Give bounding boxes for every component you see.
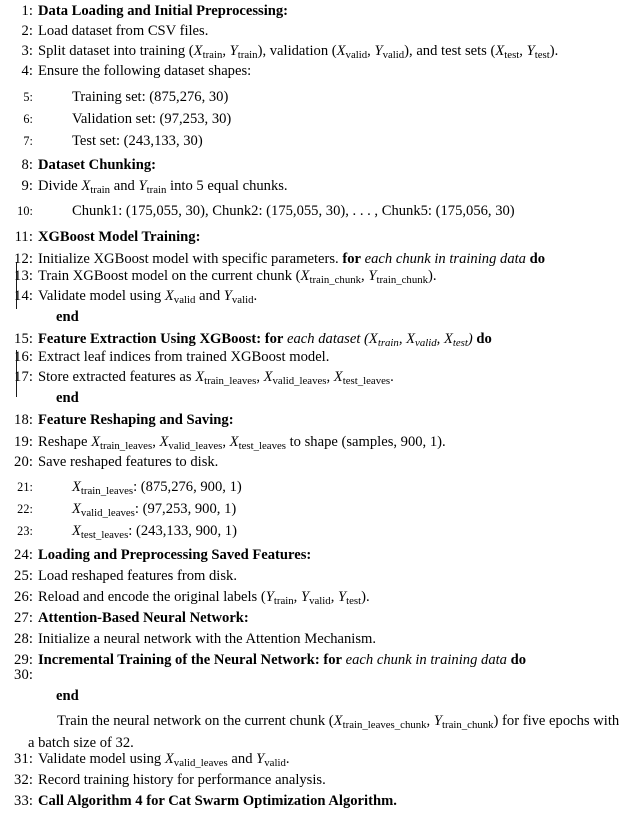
alg-line-continuation (0, 712, 628, 753)
var-y-valid: $Y_{valid}$ (374, 43, 405, 61)
alg-line-7 (0, 132, 628, 151)
line-text-17 (38, 368, 626, 390)
var-y-train-chunk: $Y_{train\_chunk}$ (368, 268, 429, 286)
var-x-test-leaves: $X_{test\_leaves}$ (72, 523, 129, 541)
l26-frag-c: ). (361, 589, 370, 605)
l3-frag-a: Split dataset into training ( (38, 43, 194, 59)
line-number-6: 6: (23, 112, 33, 126)
line-text-21 (72, 478, 626, 500)
line-text-16: Extract leaf indices from trained XGBoost model. (38, 349, 330, 365)
var-y-train: $Y_{train}$ (265, 589, 294, 607)
line-number-4: 4: (21, 63, 33, 79)
line-number-8: 8: (21, 157, 33, 173)
line-number-14: 14: (14, 288, 33, 304)
l26-frag-a: Reload and encode the original labels ( (38, 589, 266, 605)
line-text-3 (38, 42, 626, 64)
line-text-2: Load dataset from CSV files. (38, 23, 209, 39)
var-y-train: $Y_{train}$ (229, 43, 258, 61)
alg-line-21 (0, 478, 628, 500)
alg-line-23 (0, 522, 628, 544)
line-text-7: Test set: (243,133, 30) (72, 133, 203, 149)
line-8-heading: Dataset Chunking: (38, 157, 156, 173)
line-number-18: 18: (14, 412, 33, 428)
line-number-30: 30: (14, 667, 33, 683)
alg-line-16 (0, 348, 628, 367)
line-text-10: Chunk1: (175,055, 30), Chunk2: (175,055, 30), . . . , Chunk5: (175,056, 30) (72, 203, 515, 219)
line-text-23 (72, 522, 626, 544)
var-y-train-chunk: $Y_{train\_chunk}$ (433, 713, 494, 731)
l23-frag: : (243,133, 900, 1) (128, 523, 237, 539)
alg-line-32 (0, 771, 628, 790)
alg-line-18 (0, 411, 628, 430)
l19-sep-1: , (152, 434, 160, 450)
keyword-for: for (264, 331, 284, 347)
var-y-valid: $Y_{valid}$ (256, 751, 286, 769)
var-x-valid: $X_{valid}$ (164, 288, 196, 306)
line-text-11 (38, 228, 626, 247)
var-x-valid-leaves: $X_{valid\_leaves}$ (164, 751, 228, 769)
line-text-27 (38, 609, 626, 628)
alg-line-end-2 (0, 389, 628, 408)
alg-line-20 (0, 453, 628, 472)
cont-sep: , (426, 713, 434, 729)
line-number-17: 17: (14, 369, 33, 385)
line-text-29 (38, 651, 626, 670)
l14-frag-a: Validate model using (38, 288, 165, 304)
line-number-12: 12: (14, 251, 33, 267)
l9-frag-b: and (110, 178, 139, 194)
l15-condition: each dataset ($X_{train}$, $X_{valid}$, $X_{test}$) (287, 331, 473, 349)
line-number-21: 21: (17, 480, 33, 494)
line-text-25: Load reshaped features from disk. (38, 568, 237, 584)
line-text-5: Training set: (875,276, 30) (72, 89, 229, 105)
l3-sep-2: , (367, 43, 375, 59)
keyword-do: do (510, 652, 527, 668)
alg-line-3 (0, 42, 628, 64)
line-text-24 (38, 546, 626, 565)
line-number-9: 9: (21, 178, 33, 194)
alg-line-4 (0, 62, 628, 81)
l12-frag-a: Initialize XGBoost model with specific parameters. (38, 251, 343, 267)
alg-line-26 (0, 588, 628, 610)
l3-sep-3: , (519, 43, 527, 59)
l9-frag-a: Divide (38, 178, 82, 194)
l3-frag-e: ). (549, 43, 559, 59)
var-y-valid: $Y_{valid}$ (300, 589, 331, 607)
l3-frag-d: ), and test sets ( (404, 43, 496, 59)
line-27-heading: Attention-Based Neural Network: (38, 610, 249, 626)
line-text-19 (38, 433, 626, 455)
line-text-22 (72, 500, 626, 522)
l17-frag-c: . (390, 369, 394, 385)
line-number-25: 25: (14, 568, 33, 584)
alg-line-17 (0, 368, 628, 390)
alg-line-9 (0, 177, 628, 199)
alg-line-1 (0, 2, 628, 21)
line-text-26 (38, 588, 626, 610)
line-number-1: 1: (21, 3, 33, 19)
line-number-28: 28: (14, 631, 33, 647)
alg-line-24 (0, 546, 628, 565)
l14-frag-b: and (195, 288, 224, 304)
line-number-31: 31: (14, 751, 33, 767)
keyword-end: end (56, 309, 79, 325)
line-number-5: 5: (23, 90, 33, 104)
alg-line-end-1 (0, 308, 628, 327)
var-x-train-leaves: $X_{train\_leaves}$ (91, 434, 153, 452)
line-1-heading: Data Loading and Initial Preprocessing: (38, 3, 289, 19)
line-text-31 (38, 750, 626, 772)
line-number-3: 3: (21, 43, 33, 59)
var-x-train-leaves: $X_{train\_leaves}$ (72, 479, 134, 497)
line-number-7: 7: (23, 134, 33, 148)
alg-line-19 (0, 433, 628, 455)
line-11-heading: XGBoost Model Training: (38, 229, 201, 245)
alg-line-29 (0, 651, 628, 670)
line-number-13: 13: (14, 268, 33, 284)
line-text-9 (38, 177, 626, 199)
line-number-10: 10: (17, 204, 33, 218)
line-text-28: Initialize a neural network with the Attention Mechanism. (38, 631, 376, 647)
l22-frag: : (97,253, 900, 1) (134, 501, 237, 517)
line-33-heading: Call Algorithm 4 for Cat Swarm Optimization Algorithm. (38, 793, 397, 809)
line-number-20: 20: (14, 454, 33, 470)
line-number-33: 33: (14, 793, 33, 809)
var-x-train: $X_{train}$ (81, 178, 111, 196)
line-number-23: 23: (17, 524, 33, 538)
line-text-1 (38, 2, 626, 21)
line-number-16: 16: (14, 349, 33, 365)
line-text-4: Ensure the following dataset shapes: (38, 63, 252, 79)
line-text-12 (38, 250, 626, 269)
line-text-32: Record training history for performance analysis. (38, 772, 326, 788)
var-x-train-leaves-chunk: $X_{train\_leaves\_chunk}$ (333, 713, 427, 731)
l13-sep: , (361, 268, 369, 284)
l29-condition: each chunk in training data (345, 652, 507, 668)
keyword-end: end (56, 390, 79, 406)
l31-frag-c: . (285, 751, 290, 767)
var-x-valid-leaves: $X_{valid\_leaves}$ (263, 369, 327, 387)
l17-frag-a: Store extracted features as (38, 369, 196, 385)
alg-line-14 (0, 287, 628, 309)
line-text-14 (38, 287, 626, 309)
alg-line-10 (0, 202, 628, 221)
line-number-22: 22: (17, 502, 33, 516)
var-x-valid-leaves: $X_{valid\_leaves}$ (72, 501, 135, 519)
alg-line-33 (0, 792, 628, 811)
alg-line-31 (0, 750, 628, 772)
line-text-18 (38, 411, 626, 430)
alg-line-22 (0, 500, 628, 522)
var-x-train-chunk: $X_{train\_chunk}$ (300, 268, 362, 286)
line-text-6: Validation set: (97,253, 30) (72, 111, 232, 127)
l13-frag-c: ). (428, 268, 437, 284)
line-text-continuation (28, 712, 626, 753)
l31-frag-b: and (227, 751, 257, 767)
l19-sep-2: , (222, 434, 230, 450)
l17-sep-2: , (326, 369, 334, 385)
line-number-24: 24: (14, 547, 33, 563)
l3-sep-1: , (222, 43, 230, 59)
line-29-heading: Incremental Training of the Neural Network: (38, 652, 324, 668)
var-x-test-leaves: $X_{test\_leaves}$ (333, 369, 391, 387)
line-number-27: 27: (14, 610, 33, 626)
l13-frag-a: Train XGBoost model on the current chunk ( (38, 268, 301, 284)
l14-frag-c: . (253, 288, 258, 304)
var-x-test-leaves: $X_{test\_leaves}$ (229, 434, 286, 452)
var-y-test: $Y_{test}$ (526, 43, 550, 61)
alg-line-end-3 (0, 687, 628, 706)
l9-frag-c: into 5 equal chunks. (166, 178, 288, 194)
line-18-heading: Feature Reshaping and Saving: (38, 412, 234, 428)
line-number-15: 15: (14, 331, 33, 347)
l31-frag-a: Validate model using (38, 751, 165, 767)
var-x-train-leaves: $X_{train\_leaves}$ (195, 369, 257, 387)
keyword-do: do (476, 331, 492, 347)
l21-frag: : (875,276, 900, 1) (133, 479, 242, 495)
l26-sep-1: , (293, 589, 301, 605)
line-number-29: 29: (14, 652, 33, 668)
l3-frag-c: ), validation ( (257, 43, 337, 59)
line-text-13 (38, 267, 626, 289)
alg-line-11 (0, 228, 628, 247)
l12-condition: each chunk in training data (364, 251, 526, 267)
var-y-valid: $Y_{valid}$ (223, 288, 254, 306)
alg-line-8 (0, 156, 628, 175)
alg-line-5 (0, 88, 628, 107)
var-x-test: $X_{test}$ (495, 43, 520, 61)
keyword-for: for (323, 652, 342, 668)
line-text-8 (38, 156, 626, 175)
var-x-valid-leaves: $X_{valid\_leaves}$ (159, 434, 223, 452)
l19-frag-a: Reshape (38, 434, 92, 450)
keyword-for: for (342, 251, 361, 267)
var-y-test: $Y_{test}$ (337, 589, 362, 607)
line-number-32: 32: (14, 772, 33, 788)
line-text-33 (38, 792, 626, 811)
line-number-2: 2: (21, 23, 33, 39)
l26-sep-2: , (330, 589, 338, 605)
line-number-19: 19: (14, 434, 33, 450)
line-24-heading: Loading and Preprocessing Saved Features: (38, 547, 312, 563)
var-x-test: $X_{test}$ (443, 331, 468, 349)
cont-frag-c: ) for five epochs with a batch size of 32. (28, 713, 620, 752)
l17-sep-1: , (256, 369, 264, 385)
alg-line-6 (0, 110, 628, 129)
alg-line-2 (0, 22, 628, 41)
var-x-train: $X_{train}$ (368, 331, 399, 349)
keyword-end: end (56, 688, 79, 704)
line-15-heading: Feature Extraction Using XGBoost: (38, 331, 265, 347)
var-y-train: $Y_{train}$ (138, 178, 167, 196)
var-x-train: $X_{train}$ (193, 43, 223, 61)
alg-line-25 (0, 567, 628, 586)
line-number-11: 11: (14, 229, 33, 245)
l19-frag-c: to shape (samples, 900, 1). (285, 434, 446, 450)
alg-line-13 (0, 267, 628, 289)
alg-line-12 (0, 250, 628, 269)
line-number-26: 26: (14, 589, 33, 605)
alg-line-27 (0, 609, 628, 628)
var-x-valid: $X_{valid}$ (406, 331, 437, 349)
line-text-20: Save reshaped features to disk. (38, 454, 219, 470)
keyword-do: do (529, 251, 546, 267)
cont-frag-a: Train the neural network on the current chunk ( (57, 713, 334, 729)
alg-line-28 (0, 630, 628, 649)
var-x-valid: $X_{valid}$ (336, 43, 368, 61)
